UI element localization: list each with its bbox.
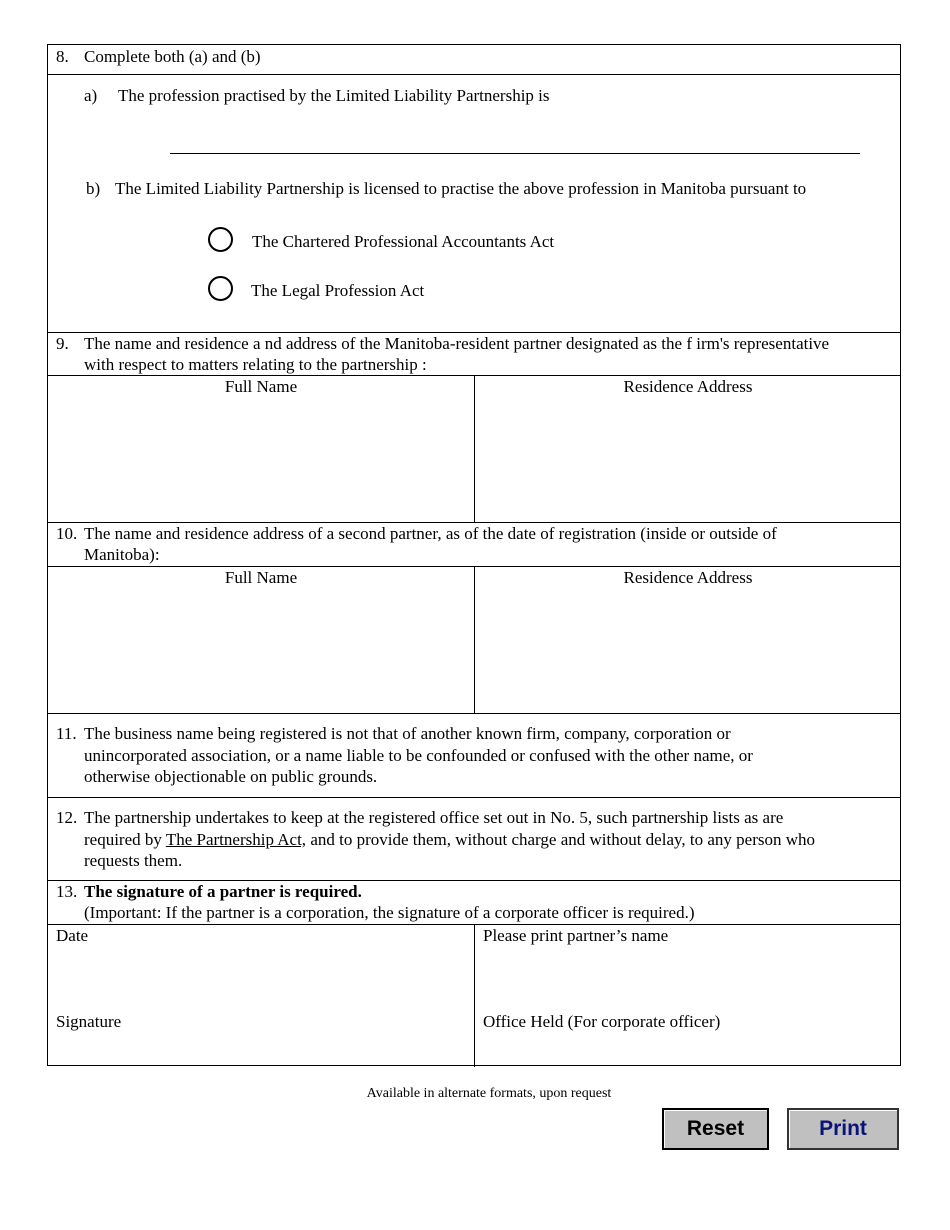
office-held-field[interactable] — [475, 1033, 901, 1066]
divider — [48, 797, 900, 798]
option-accountants-act-label: The Chartered Professional Accountants Act — [252, 232, 555, 251]
section11-number: 11. — [56, 724, 77, 743]
section10-address-field[interactable] — [475, 588, 901, 713]
section10-line2: Manitoba): — [84, 545, 160, 564]
section8b-text: The Limited Liability Partnership is licensed to practise the above profession in Manitoba pursuant to — [115, 179, 807, 198]
signature-field[interactable] — [48, 1033, 474, 1066]
divider — [48, 74, 900, 75]
section8-number: 8. — [56, 47, 69, 66]
section9-fullname-field[interactable] — [48, 397, 474, 522]
option-legal-profession-act-label: The Legal Profession Act — [251, 281, 425, 300]
section9-line2: with respect to matters relating to the partnership : — [84, 355, 427, 374]
partner-name-field[interactable] — [475, 947, 901, 1007]
radio-accountants-act[interactable] — [208, 227, 233, 252]
section8a-text: The profession practised by the Limited Liability Partnership is — [118, 86, 550, 105]
section12-line2-after: and to provide them, without charge and without delay, to any person who — [306, 830, 816, 849]
partnership-act-reference: The Partnership Act, — [165, 830, 307, 849]
section13-number: 13. — [56, 882, 78, 901]
section13-heading: The signature of a partner is required. — [84, 882, 362, 901]
section13-note: (Important: If the partner is a corporation, the signature of a corporate officer is required.) — [84, 903, 695, 922]
print-button[interactable]: Print — [787, 1108, 899, 1150]
alternate-formats-note: Available in alternate formats, upon request — [366, 1086, 612, 1101]
signature-label: Signature — [56, 1012, 122, 1031]
section12-line2-before: required by — [84, 830, 166, 849]
section10-line1: The name and residence address of a second partner, as of the date of registration (inside or outside of — [84, 524, 777, 543]
section10-fullname-header: Full Name — [224, 568, 298, 587]
profession-input-line[interactable] — [170, 153, 860, 154]
section9-line1: The name and residence a nd address of the Manitoba-resident partner designated as the f irm's representative — [84, 334, 830, 353]
date-label: Date — [56, 926, 89, 945]
radio-legal-profession-act[interactable] — [208, 276, 233, 301]
office-held-label: Office Held (For corporate officer) — [483, 1012, 721, 1031]
section12-number: 12. — [56, 808, 78, 827]
section9-fullname-header: Full Name — [224, 377, 298, 396]
section10-fullname-field[interactable] — [48, 588, 474, 713]
date-field[interactable] — [48, 947, 474, 1007]
section12-line1: The partnership undertakes to keep at the registered office set out in No. 5, such partnership lists as are — [84, 808, 784, 827]
section8-heading: Complete both (a) and (b) — [84, 47, 261, 66]
section12-line3: requests them. — [84, 851, 183, 870]
section9-address-field[interactable] — [475, 397, 901, 522]
section9-number: 9. — [56, 334, 69, 353]
print-name-label: Please print partner’s name — [483, 926, 669, 945]
section10-number: 10. — [56, 524, 78, 543]
section12-line2 — [84, 829, 815, 850]
divider — [48, 713, 900, 714]
section11-line2: unincorporated association, or a name liable to be confounded or confused with the other name, or — [84, 746, 753, 765]
section11-line3: otherwise objectionable on public grounds. — [84, 767, 378, 786]
section9-address-header: Residence Address — [623, 377, 753, 396]
reset-button[interactable]: Reset — [662, 1108, 769, 1150]
section8a-marker: a) — [84, 86, 98, 105]
section11-line1: The business name being registered is not that of another known firm, company, corporation or — [84, 724, 731, 743]
registration-form — [47, 44, 901, 1066]
section10-address-header: Residence Address — [623, 568, 753, 587]
section8b-marker: b) — [86, 179, 101, 198]
